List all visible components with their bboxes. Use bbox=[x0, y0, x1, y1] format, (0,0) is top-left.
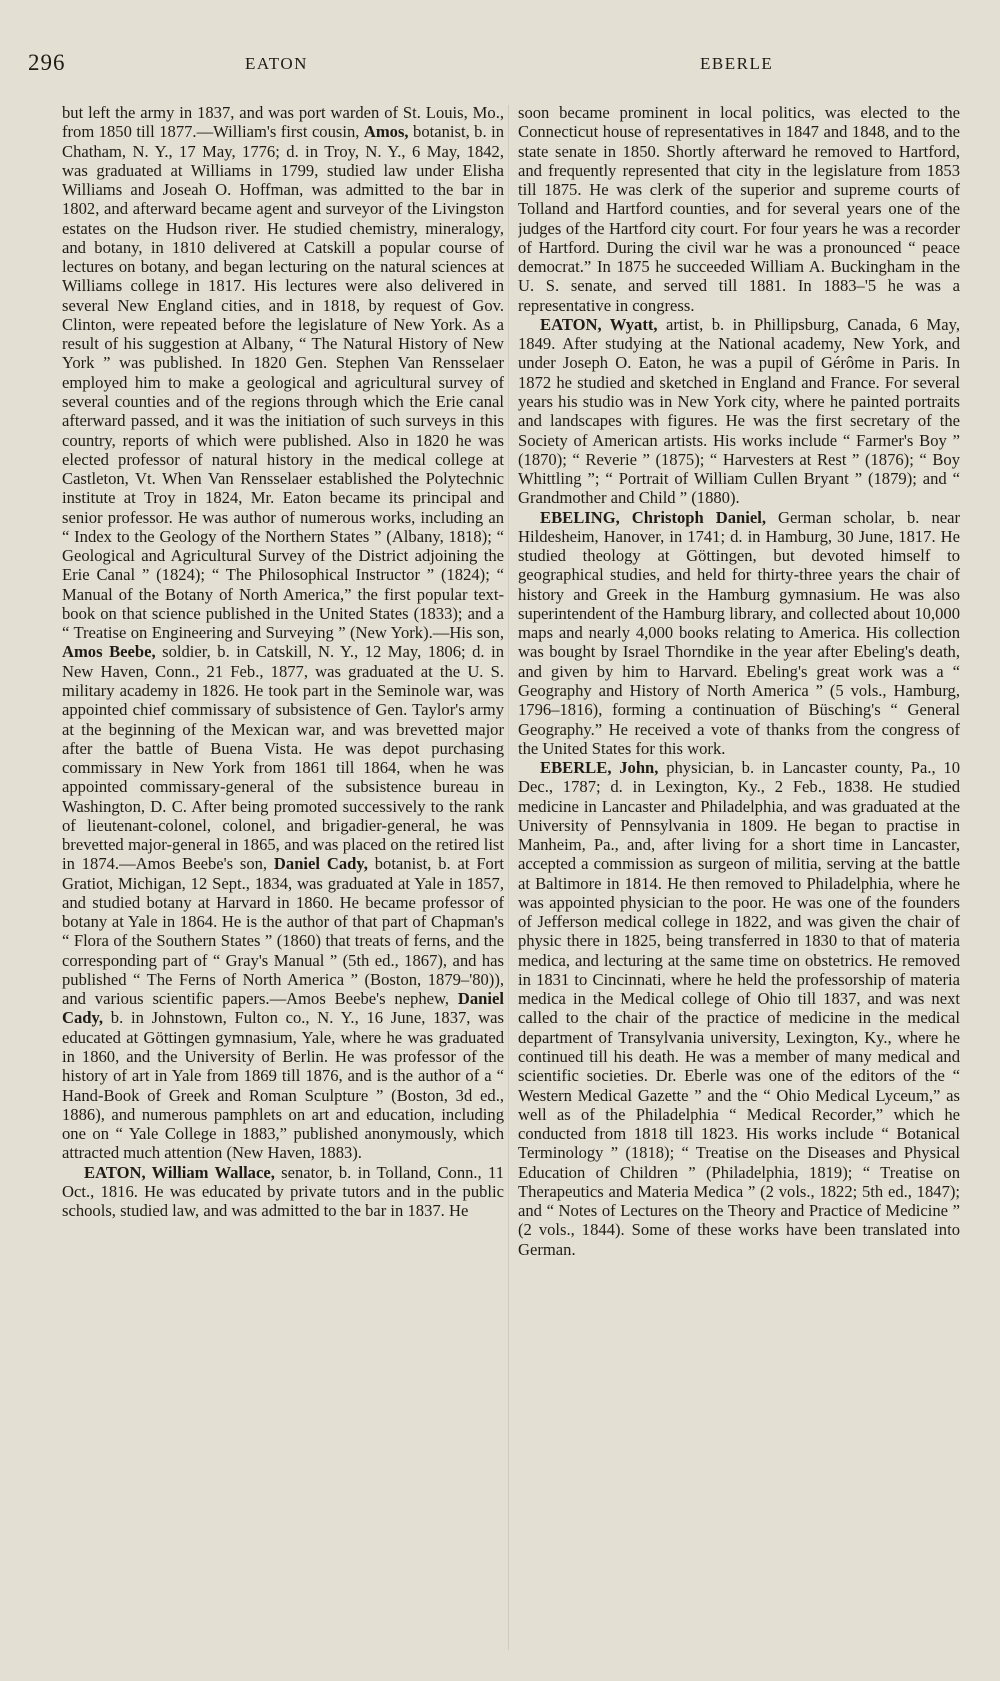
page-number: 296 bbox=[28, 50, 66, 75]
entry-subname: Amos Beebe, bbox=[62, 642, 156, 662]
right-column bbox=[518, 103, 960, 1658]
entry-headword: EATON, Wyatt, bbox=[540, 314, 658, 334]
entry-eberle-john bbox=[518, 758, 960, 1259]
entry-headword: EBELING, Christoph Daniel, bbox=[540, 507, 767, 527]
entry-text: senator, b. in Tolland, Conn., 11 Oct., 1816. He was educated by private tutors and in the public schools, studied law, and was admitted to the bar in 1837. He bbox=[62, 1162, 504, 1221]
entry-text: German scholar, b. near Hildesheim, Hanover, in 1741; d. in Hamburg, 30 June, 1817. He studied theology at Göttingen, but devoted himself to geographical studies, and held for thirty-three years the chair of history and Greek in the Hamburg gymnasium. He was also superintendent of the Hamburg library, and collected about 10,000 maps and nearly 4,000 books relating to America. His collection was bought by Israel Thorndike in the year after Ebeling's death, and given by him to Harvard. Ebeling's great work was a “ Geography and History of North America ” (5 vols., Hamburg, 1796–1816), forming a continuation of Büsching's “ General Geography.” He received a vote of thanks from the congress of the United States for this work. bbox=[518, 507, 960, 758]
entry-text: b. in Johnstown, Fulton co., N. Y., 16 June, 1837, was educated at Göttingen gymnasium, Yale, where he was graduated in 1860, and the University of Berlin. He was professor of the history of art in Yale from 1869 till 1876, and is the author of a “ Hand-Book of Greek and Roman Sculpture ” (Boston, 3d ed., 1886), and numerous pamphlets on art and education, including one on “ Yale College in 1883,” published anonymously, which attracted much attention (New Haven, 1883). bbox=[62, 1008, 504, 1163]
running-head-right: EBERLE bbox=[700, 54, 774, 73]
running-head-left: EATON bbox=[245, 54, 308, 73]
entry-text: physician, b. in Lancaster county, Pa., 10 Dec., 1787; d. in Lexington, Ky., 2 Feb., 1838. He studied medicine in Lancaster and Philadelphia, and was graduated at the University of Pennsylvania in 1809. He began to practise in Manheim, Pa., and, after living for a short time in Lancaster, accepted a commission as surgeon of militia, serving at the battle at Baltimore in 1814. He then removed to Philadelphia, where he was appointed physician to the poor. He was one of the founders of Jefferson medical college in 1822, and was given the chair of physic there in 1825, being transferred in 1830 to that of materia medica, and lecturing at the same time on obstetrics. He removed in 1831 to Cincinnati, where he held the professorship of materia medica in the Medical college of Ohio till 1837, and was next called to the chair of the practice of medicine in the medical department of Transylvania university, Lexington, Ky., where he continued till his death. He was a member of many medical and scientific societies. Dr. Eberle was one of the editors of the “ Western Medical Gazette ” and the “ Ohio Medical Lyceum,” as well as of the Philadelphia “ Medical Recorder,” which he conducted from 1818 till 1823. His works include “ Botanical Terminology ” (1818); “ Treatise on the Diseases and Physical Education of Children ” (Philadelphia, 1819); “ Treatise on Therapeutics and Materia Medica ” (2 vols., 1822; 5th ed., 1847); and “ Notes of Lectures on the Theory and Practice of Medicine ” (2 vols., 1844). Some of these works have been translated into German. bbox=[518, 758, 960, 1259]
entry-text: botanist, b. at Fort Gratiot, Michigan, 12 Sept., 1834, was graduated at Yale in 1857, and studied botany at Harvard in 1860. He became professor of botany at Yale in 1864. He is the author of that part of Chapman's “ Flora of the Southern States ” (1860) that treats of ferns, and the corresponding part of “ Gray's Manual ” (5th ed., 1867), and has published “ The Ferns of North America ” (Boston, 1879–'80)), and various scientific papers.—Amos Beebe's nephew, bbox=[62, 854, 504, 1009]
entry-headword: EATON, William Wallace, bbox=[84, 1162, 275, 1182]
entry-text: artist, b. in Phillipsburg, Canada, 6 May, 1849. After studying at the National academy, New York, and under Joseph O. Eaton, he was a pupil of Gérôme in Paris. In 1872 he studied and sketched in England and France. For several years his studio was in New York city, where he painted portraits and landscapes with figures. He was the first secretary of the Society of American artists. His works include “ Farmer's Boy ” (1870); “ Reverie ” (1875); “ Harvesters at Rest ” (1876); “ Boy Whittling ”; “ Portrait of William Cullen Bryant ” (1879); and “ Grandmother and Child ” (1880). bbox=[518, 314, 960, 508]
entry-subname: Daniel Cady, bbox=[273, 854, 368, 874]
entry-subname: Amos, bbox=[363, 122, 409, 142]
entry-eaton-wyatt bbox=[518, 315, 960, 508]
entry-continuation bbox=[518, 103, 960, 315]
entry-eaton-william-wallace bbox=[62, 1163, 504, 1221]
entry-subname: Daniel Cady, bbox=[62, 989, 504, 1028]
entry-text: botanist, b. in Chatham, N. Y., 17 May, 1776; d. in Troy, N. Y., 6 May, 1842, was graduated at Williams in 1799, studied law under Elisha Williams and Joseah O. Hoffman, was admitted to the bar in 1802, and afterward became agent and surveyor of the Livingston estates on the Hudson river. He studied chemistry, mineralogy, and botany, in 1810 delivered at Catskill a popular course of lectures on botany, and began lecturing on the natural sciences at Williams college in 1817. His lectures were also delivered in several New England cities, and in 1818, by request of Gov. Clinton, were repeated before the legislature of New York. As a result of his suggestion at Albany, “ The Natural History of New York ” was published. In 1820 Gen. Stephen Van Rensselaer employed him to make a geological and agricultural survey of several counties and of the regions through which the Erie canal afterward passed, and it was the initiation of such surveys in this country, reports of which were published. Also in 1820 he was elected professor of natural history in the medical college at Castleton, Vt. When Van Rensselaer established the Polytechnic institute at Troy in 1824, Mr. Eaton became its principal and senior professor. He was author of numerous works, including an “ Index to the Geology of the Northern States ” (Albany, 1818); “ Geological and Agricultural Survey of the District adjoining the Erie Canal ” (1824); “ The Philosophical Instructor ” (1824); “ Manual of the Botany of North America,” the first popular text-book on that science published in the United States (1833); and a “ Treatise on Engineering and Surveying ” (New York).—His son, bbox=[62, 122, 504, 643]
entry-text: soldier, b. in Catskill, N. Y., 12 May, 1806; d. in New Haven, Conn., 21 Feb., 1877, was graduated at the U. S. military academy in 1826. He took part in the Seminole war, was appointed chief commissary of subsistence of Gen. Taylor's army at the beginning of the Mexican war, and was brevetted major after the battle of Buena Vista. He was depot purchasing commissary in New York from 1861 till 1864, when he was appointed commissary-general of the subsistence bureau in Washington, D. C. After being promoted successively to the rank of lieutenant-colonel, colonel, and brigadier-general, he was brevetted major-general in 1865, and was placed on the retired list in 1874.—Amos Beebe's son, bbox=[62, 642, 504, 874]
entry-text: soon became prominent in local politics, was elected to the Connecticut house of representatives in 1847 and 1848, and to the state senate in 1850. Shortly afterward he removed to Hartford, and frequently represented that city in the legislature from 1853 till 1875. He was clerk of the superior and supreme courts of Tolland and Hartford counties, and for several years one of the judges of the Hartford city court. For four years he was a recorder of Hartford. During the civil war he was a pronounced “ peace democrat.” In 1875 he succeeded William A. Buckingham in the U. S. senate, and served till 1881. In 1883–'5 he was a representative in congress. bbox=[518, 103, 960, 315]
entry-eaton-amos bbox=[62, 103, 504, 1163]
entry-text: but left the army in 1837, and was port warden of St. Louis, Mo., from 1850 till 1877.—William's first cousin, bbox=[62, 103, 504, 142]
column-divider bbox=[508, 105, 509, 1650]
entry-headword: EBERLE, John, bbox=[540, 758, 659, 778]
entry-ebeling bbox=[518, 508, 960, 758]
left-column bbox=[62, 103, 504, 1658]
